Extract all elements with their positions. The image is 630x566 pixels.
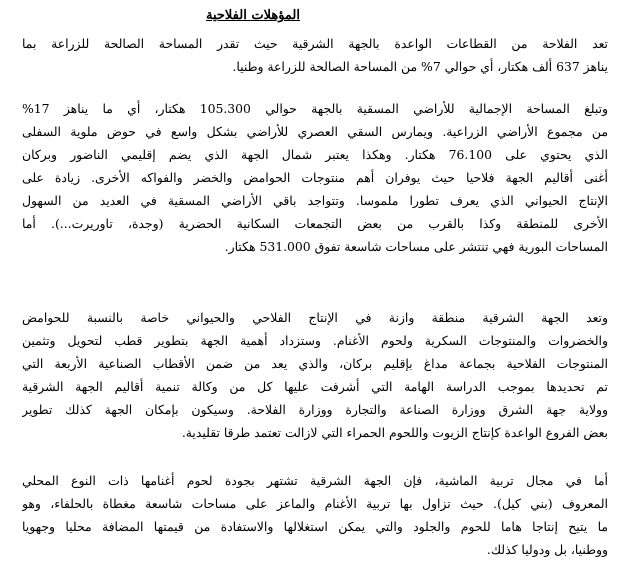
paragraph-agro-industry: [22, 306, 608, 444]
paragraph-line: وولاية جهة الشرق ووزارة الصناعة والتجارة ووزارة الفلاحة. وسيكون بإمكان الجهة كذلك تطوير: [22, 402, 608, 417]
paragraph-agricultural-area: [22, 32, 608, 78]
paragraph-line: المعروف (بني كيل). حيث تزاول بها تربية الأغنام والماعز على مساحات شاسعة مغطاة بالحلفاء، وهو: [22, 496, 608, 511]
paragraph-line: بعض الفروع الواعدة كإنتاج الزيوت واللحوم الحمراء التي لازالت تعتمد طرقا تقليدية.: [181, 425, 608, 440]
paragraph-line: والخضروات والمنتوجات السكرية ولحوم الأغنام. وستزداد أهمية الجهة بتطوير قطب لتحويل وتثمين: [22, 333, 608, 348]
paragraph-line: ووطنيا، بل ودوليا كذلك.: [486, 542, 608, 557]
paragraph-line: المنتوجات الفلاحية بجماعة مداغ بإقليم بركان، والذي يعد من ضمن الأقطاب الصناعية الأربعة التي: [22, 356, 608, 371]
paragraph-irrigated-land: [22, 97, 608, 258]
paragraph-line: الأخرى للمنطقة وكذا بالقرب من بعض التجمعات السكانية الحضرية (وجدة، تاوريرت...). أما: [22, 216, 608, 231]
paragraph-line: أغنى أقاليم الجهة فلاحيا حيث يوفران أهم منتوجات الحوامض والخضر والفواكه الأخرى. زيادة على: [22, 170, 608, 185]
paragraph-line: تعد الفلاحة من القطاعات الواعدة بالجهة الشرقية حيث تقدر المساحة الصالحة للزراعة بما: [22, 36, 608, 51]
paragraph-line: وتعد الجهة الشرقية منطقة وازنة في الإنتاج الفلاحي والحيواني خاصة بالنسبة للحوامض: [22, 310, 608, 325]
paragraph-livestock: [22, 469, 608, 561]
paragraph-line: أما في مجال تربية الماشية، فإن الجهة الشرقية تشتهر بجودة لحوم أغنامها ذات النوع المحلي: [22, 473, 608, 488]
paragraph-line: الذي يحتوي على 76.100 هكتار. وهكذا يعتبر شمال الجهة الذي يضم إقليمي الناضور وبركان: [22, 147, 608, 162]
paragraph-line: وتبلغ المساحة الإجمالية للأراضي المسقية بالجهة حوالي 105.300 هكتار، أي ما يناهز 17%: [22, 101, 608, 116]
paragraph-line: المساحات البورية فهي تنتشر على مساحات شاسعة تفوق 531.000 هكتار.: [224, 239, 608, 254]
paragraph-line: يناهز 637 ألف هكتار، أي حوالي 7% من المساحة الصالحة للزراعة وطنيا.: [232, 59, 608, 74]
paragraph-line: من مجموع الأراضي الزراعية. ويمارس السقي العصري للأراضي بشكل واسع في حوض ملوية السفلى: [22, 124, 608, 139]
paragraph-line: ما يتيح إنتاجا هاما للحوم والجلود والتي يمكن استغلالها والاستفادة من قيمتها المضافة محليا وجهويا: [22, 519, 608, 534]
paragraph-line: الإنتاج الحيواني الذي يعرف تطورا ملموسا. وتتواجد باقي الأراضي المسقية في العديد من السهول: [22, 193, 608, 208]
paragraph-line: تم تحديدها بموجب الدراسة الهامة التي أشرفت عليها كل من وكالة تنمية أقاليم الجهة الشرقية: [22, 379, 608, 394]
page-title: المؤهلات الفلاحية: [205, 8, 300, 23]
